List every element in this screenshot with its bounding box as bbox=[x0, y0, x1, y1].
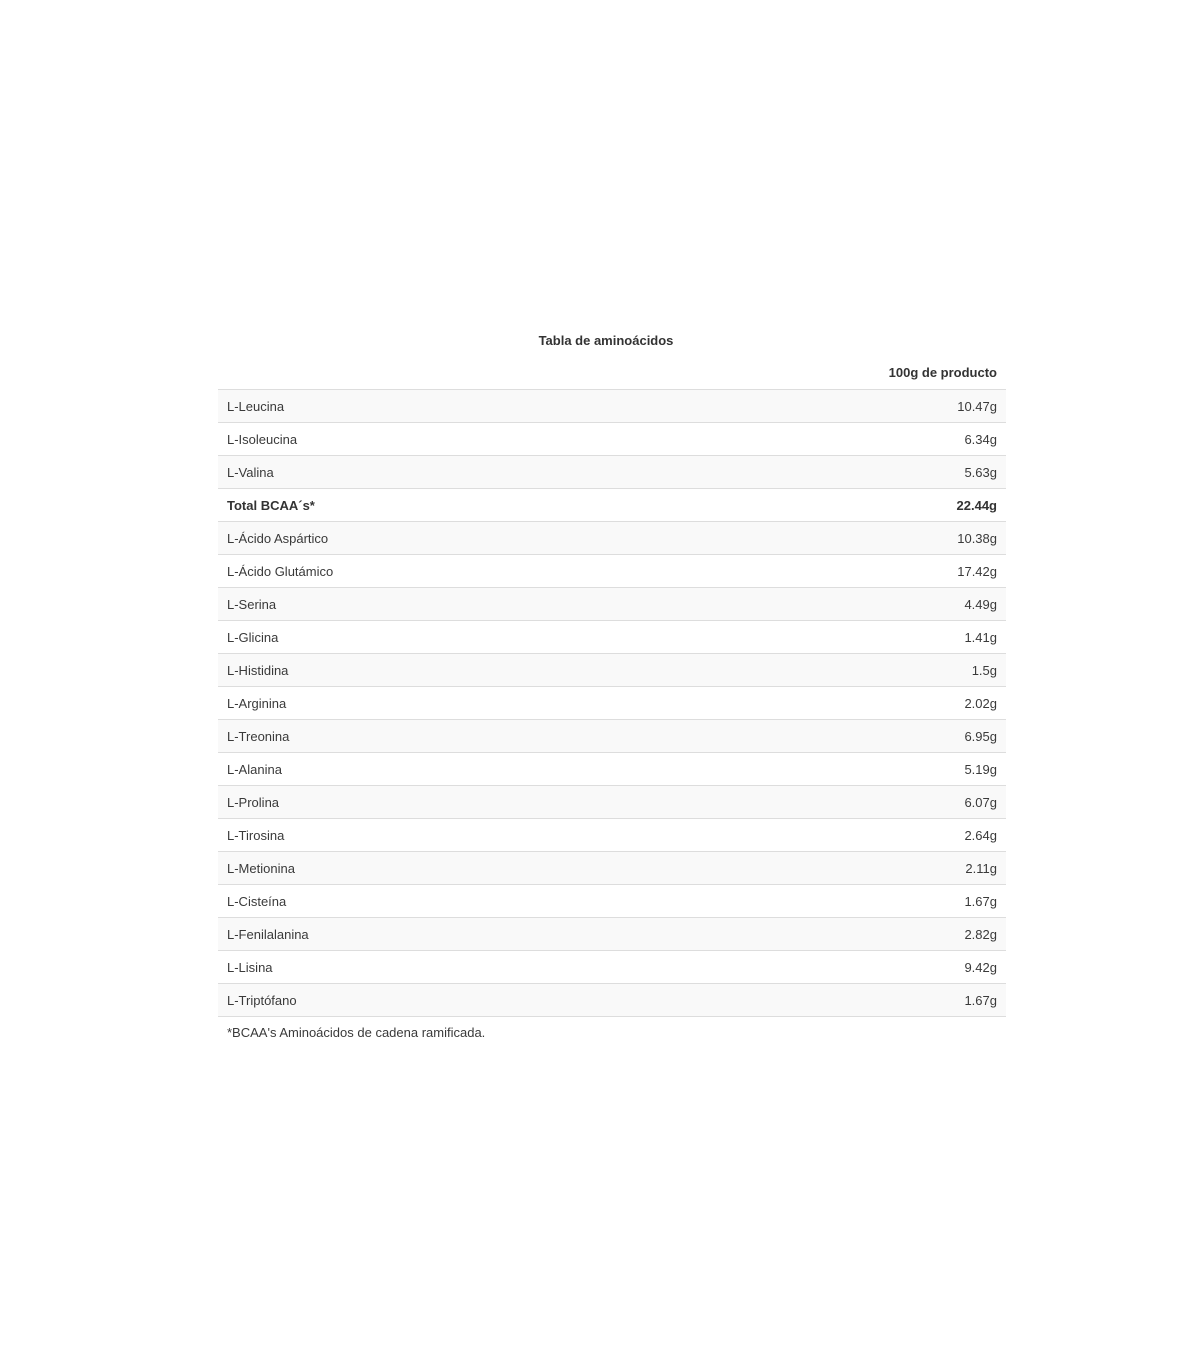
amino-acid-value: 2.82g bbox=[609, 918, 1006, 951]
table-row bbox=[218, 621, 1006, 654]
header-row bbox=[218, 356, 1006, 390]
table-row bbox=[218, 687, 1006, 720]
table-row bbox=[218, 786, 1006, 819]
table-row bbox=[218, 753, 1006, 786]
table-row bbox=[218, 819, 1006, 852]
table-row bbox=[218, 390, 1006, 423]
amino-acid-value: 4.49g bbox=[609, 588, 1006, 621]
amino-acid-value: 1.67g bbox=[609, 984, 1006, 1017]
amino-acid-value: 1.5g bbox=[609, 654, 1006, 687]
amino-acid-value: 2.64g bbox=[609, 819, 1006, 852]
table-header bbox=[218, 356, 1006, 390]
table-row bbox=[218, 423, 1006, 456]
table-row bbox=[218, 852, 1006, 885]
table-row bbox=[218, 654, 1006, 687]
amino-acid-name: L-Serina bbox=[218, 588, 609, 621]
amino-acid-name: L-Lisina bbox=[218, 951, 609, 984]
amino-acid-value: 10.47g bbox=[609, 390, 1006, 423]
amino-acid-name: L-Metionina bbox=[218, 852, 609, 885]
table-caption: Tabla de aminoácidos bbox=[538, 333, 674, 348]
amino-acid-name: L-Valina bbox=[218, 456, 609, 489]
amino-acid-name: L-Cisteína bbox=[218, 885, 609, 918]
table-row bbox=[218, 588, 1006, 621]
amino-acid-value: 6.07g bbox=[609, 786, 1006, 819]
table-row bbox=[218, 456, 1006, 489]
table-body bbox=[218, 390, 1006, 1017]
amino-acid-value: 17.42g bbox=[609, 555, 1006, 588]
total-bcaa-value: 22.44g bbox=[609, 489, 1006, 522]
amino-acid-name: L-Leucina bbox=[218, 390, 609, 423]
table-row bbox=[218, 951, 1006, 984]
amino-acid-value: 5.19g bbox=[609, 753, 1006, 786]
table-row-total bbox=[218, 489, 1006, 522]
table-row bbox=[218, 885, 1006, 918]
amino-acid-table bbox=[218, 356, 1006, 1017]
amino-acid-name: L-Treonina bbox=[218, 720, 609, 753]
amino-acid-value: 1.67g bbox=[609, 885, 1006, 918]
amino-acid-value: 5.63g bbox=[609, 456, 1006, 489]
total-bcaa-label: Total BCAA´s* bbox=[218, 489, 609, 522]
header-amount-column: 100g de producto bbox=[609, 356, 1006, 390]
amino-acid-value: 6.34g bbox=[609, 423, 1006, 456]
amino-acid-value: 9.42g bbox=[609, 951, 1006, 984]
amino-acid-value: 2.11g bbox=[609, 852, 1006, 885]
amino-acid-name: L-Isoleucina bbox=[218, 423, 609, 456]
table-row bbox=[218, 984, 1006, 1017]
amino-acid-name: L-Prolina bbox=[218, 786, 609, 819]
header-name-column bbox=[218, 356, 609, 390]
amino-acid-name: L-Fenilalanina bbox=[218, 918, 609, 951]
amino-acid-value: 6.95g bbox=[609, 720, 1006, 753]
table-footnote: *BCAA's Aminoácidos de cadena ramificada. bbox=[227, 1025, 486, 1040]
amino-acid-name: L-Ácido Aspártico bbox=[218, 522, 609, 555]
amino-acid-name: L-Ácido Glutámico bbox=[218, 555, 609, 588]
amino-acid-name: L-Arginina bbox=[218, 687, 609, 720]
amino-acid-name: L-Glicina bbox=[218, 621, 609, 654]
amino-acid-name: L-Alanina bbox=[218, 753, 609, 786]
amino-acid-name: L-Histidina bbox=[218, 654, 609, 687]
amino-acid-value: 1.41g bbox=[609, 621, 1006, 654]
amino-acid-table-container bbox=[218, 325, 1006, 1040]
amino-acid-value: 10.38g bbox=[609, 522, 1006, 555]
amino-acid-name: L-Tirosina bbox=[218, 819, 609, 852]
table-row bbox=[218, 522, 1006, 555]
table-row bbox=[218, 720, 1006, 753]
amino-acid-value: 2.02g bbox=[609, 687, 1006, 720]
table-row bbox=[218, 918, 1006, 951]
table-row bbox=[218, 555, 1006, 588]
amino-acid-name: L-Triptófano bbox=[218, 984, 609, 1017]
